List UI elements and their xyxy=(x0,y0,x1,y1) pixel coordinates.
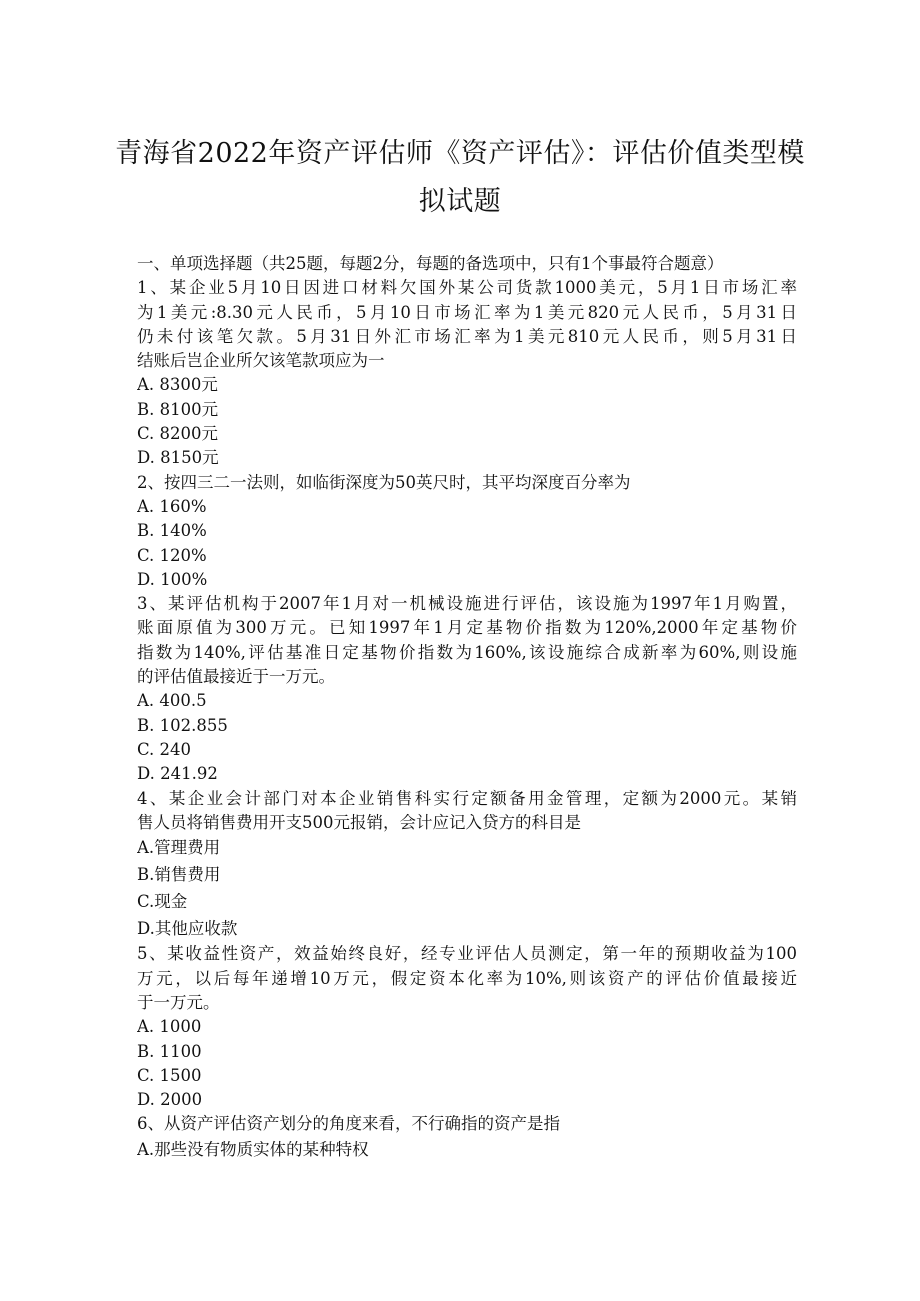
option-c: C. 120% xyxy=(137,545,207,565)
question-text: 的评估值最接近于一万元。 xyxy=(137,667,335,687)
option-a: A. 1000 xyxy=(137,1017,202,1037)
page-title: 青海省2022年资产评估师《资产评估》：评估价值类型模 xyxy=(115,138,805,169)
option-a: A.管理费用 xyxy=(137,838,221,858)
question-text: 仍未付该笔欠款。5月31日外汇市场汇率为1美元810元人民币，则5月31日 xyxy=(137,326,797,346)
question-6 xyxy=(137,1112,797,1163)
option-d: D. 100% xyxy=(137,569,208,589)
question-text: 6、从资产评估资产划分的角度来看，不行确指的资产是指 xyxy=(137,1114,560,1134)
option-b: B. 1100 xyxy=(137,1041,202,1061)
question-3 xyxy=(137,592,797,786)
page-title-continued: 拟试题 xyxy=(418,186,502,217)
question-text: 万元，以后每年递增10万元，假定资本化率为10%,则该资产的评估价值最接近 xyxy=(137,968,797,988)
option-d: D.其他应收款 xyxy=(137,918,238,938)
option-b: B. 140% xyxy=(137,521,207,541)
question-2 xyxy=(137,471,797,592)
option-a: A. 8300元 xyxy=(137,375,218,395)
question-4 xyxy=(137,787,797,943)
option-c: C. 240 xyxy=(137,739,192,759)
question-text: 4、某企业会计部门对本企业销售科实行定额备用金管理，定额为2000元。某销 xyxy=(137,788,797,808)
question-text: 结账后岂企业所欠该笔款项应为一 xyxy=(137,351,385,371)
question-text: 5、某收益性资产，效益始终良好，经专业评估人员测定，第一年的预期收益为100 xyxy=(137,944,797,964)
question-5 xyxy=(137,942,797,1112)
question-text: 1、某企业5月10日因进口材料欠国外某公司货款1000美元，5月1日市场汇率 xyxy=(137,278,797,298)
question-text: 于一万元。 xyxy=(137,992,220,1012)
option-d: D. 241.92 xyxy=(137,764,218,784)
question-text: 2、按四三二一法则，如临街深度为50英尺时，其平均深度百分率为 xyxy=(137,472,631,492)
option-a: A. 160% xyxy=(137,496,207,516)
option-d: D. 8150元 xyxy=(137,448,219,468)
section-header: 一、单项选择题（共25题，每题2分，每题的备选项中，只有1个事最符合题意） xyxy=(137,254,724,273)
question-text: 售人员将销售费用开支500元报销，会计应记入贷方的科目是 xyxy=(137,812,581,832)
option-b: B. 102.855 xyxy=(137,715,228,735)
option-b: B.销售费用 xyxy=(137,864,221,884)
option-a: A. 400.5 xyxy=(137,691,207,711)
question-text: 账面原值为300万元。已知1997年1月定基物价指数为120%,2000年定基物价 xyxy=(137,618,797,638)
question-text: 3、某评估机构于2007年1月对一机械设施进行评估，该设施为1997年1月购置， xyxy=(137,594,797,614)
option-b: B. 8100元 xyxy=(137,399,219,419)
option-d: D. 2000 xyxy=(137,1090,203,1110)
option-a: A.那些没有物质实体的某种特权 xyxy=(137,1139,369,1159)
option-c: C. 8200元 xyxy=(137,424,219,444)
option-c: C.现金 xyxy=(137,891,188,911)
option-c: C. 1500 xyxy=(137,1065,202,1085)
question-1 xyxy=(137,276,797,470)
question-text: 指数为140%,评估基准日定基物价指数为160%,该设施综合成新率为60%,则设施 xyxy=(137,642,797,662)
question-text: 为1美元:8.30元人民币，5月10日市场汇率为1美元820元人民币，5月31日 xyxy=(137,302,797,322)
document-body xyxy=(137,252,797,1163)
